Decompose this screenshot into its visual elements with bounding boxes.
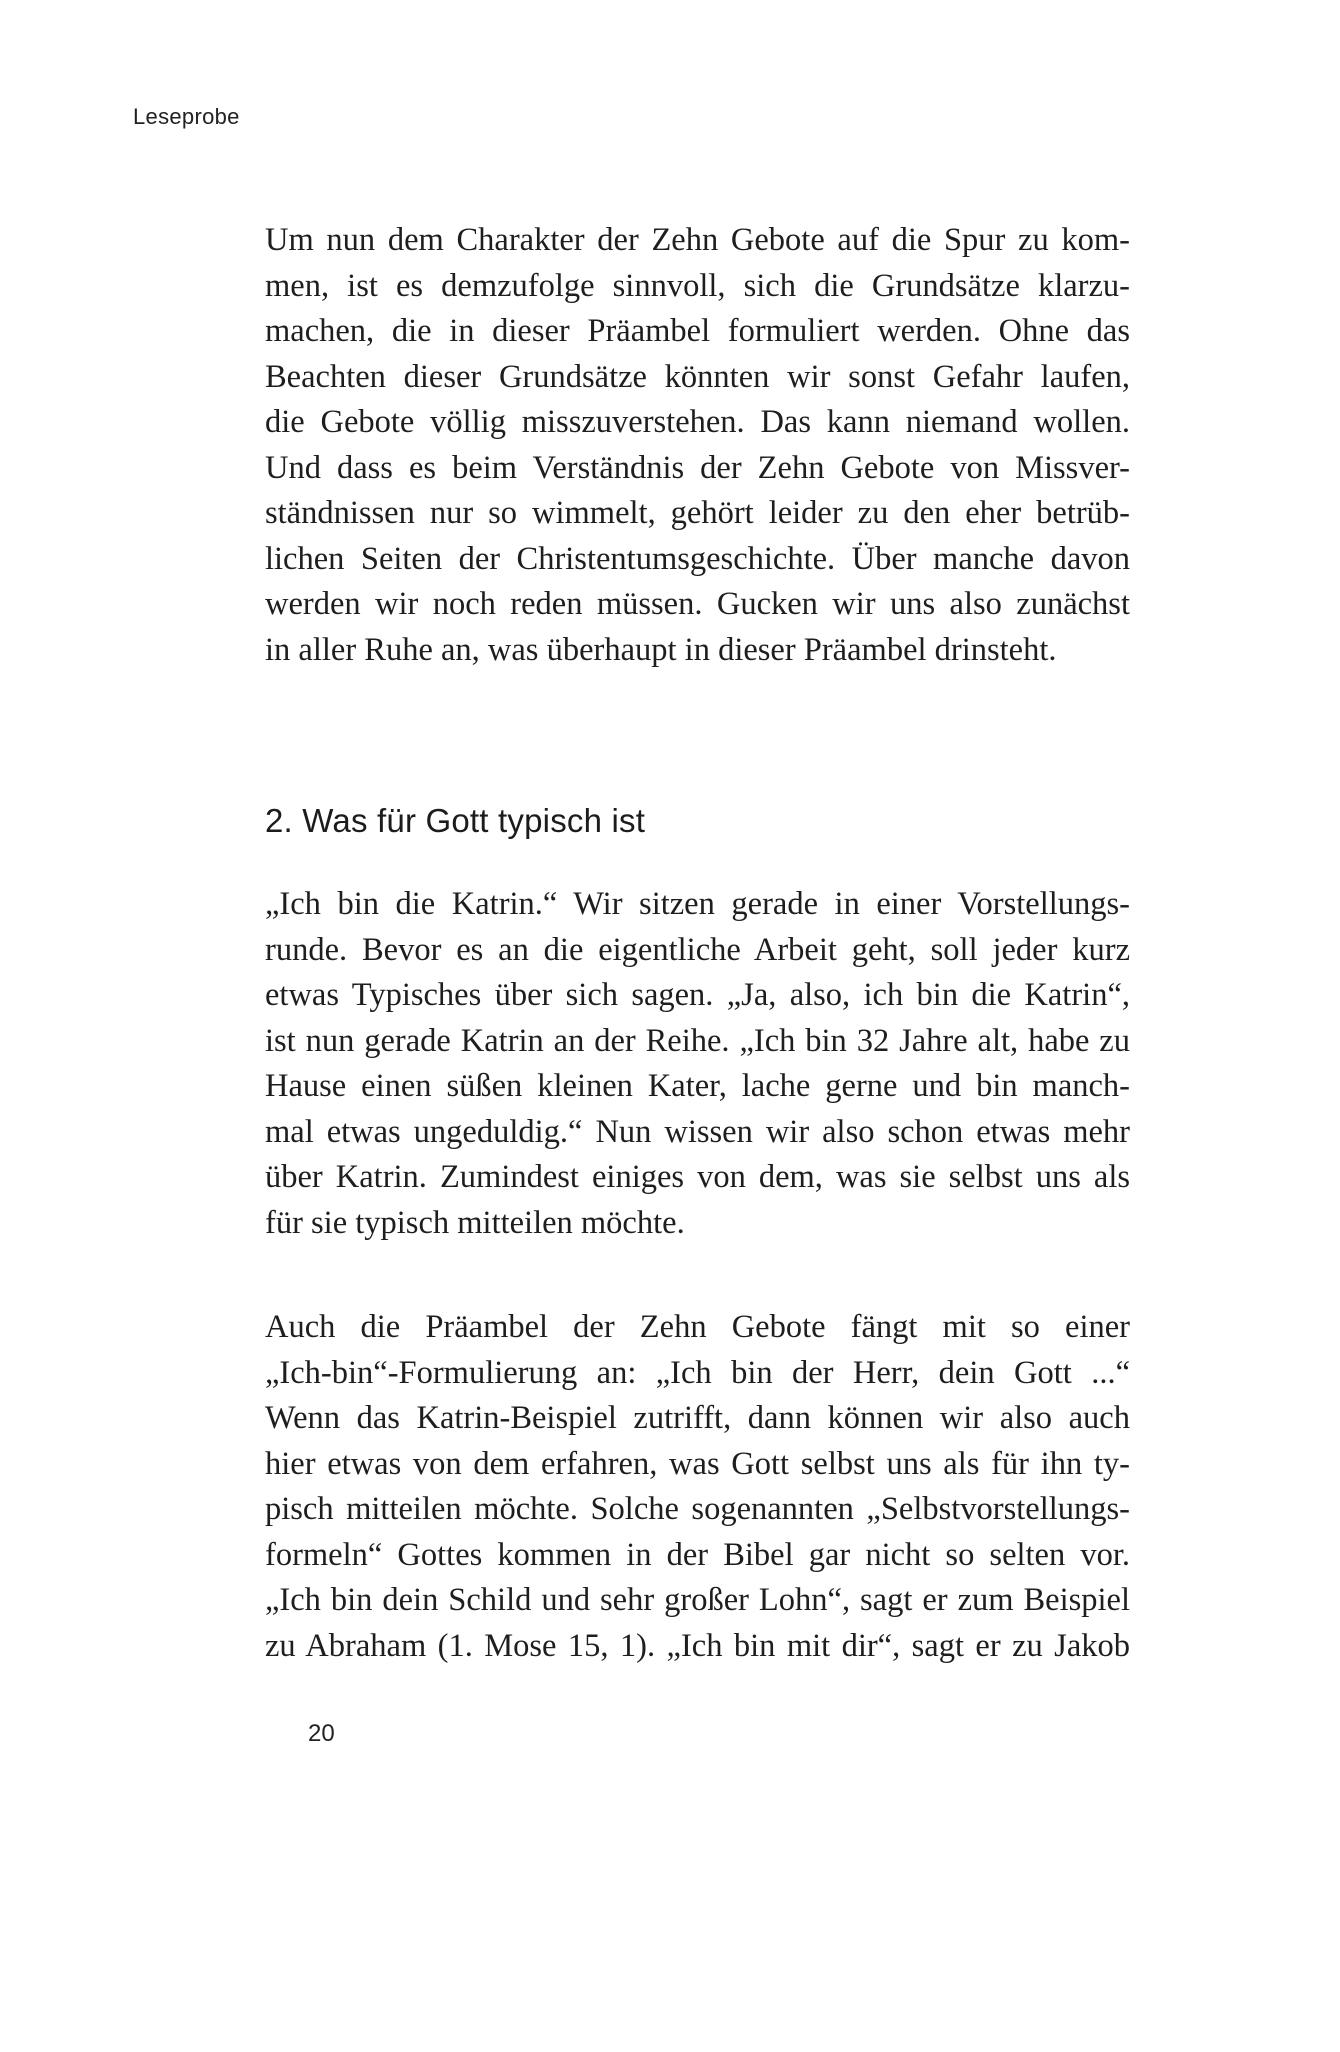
text-line: Und dass es beim Verständnis der Zehn Gebote von Missver- (265, 449, 1130, 486)
text-line: für sie typisch mitteilen möchte. (265, 1204, 685, 1241)
text-line: „Ich bin die Katrin.“ Wir sitzen gerade in einer Vorstellungs- (265, 886, 1130, 922)
text-line: ist nun gerade Katrin an der Reihe. „Ich bin 32 Jahre alt, habe zu (265, 1022, 1130, 1059)
text-line: in aller Ruhe an, was überhaupt in dieser Präambel drinsteht. (265, 631, 1057, 668)
text-line: formeln“ Gottes kommen in der Bibel gar nicht so selten vor. (265, 1536, 1130, 1573)
text-line: machen, die in dieser Präambel formuliert werden. Ohne das (265, 313, 1130, 349)
text-line: hier etwas von dem erfahren, was Gott selbst uns als für ihn ty- (265, 1445, 1130, 1482)
text-line: Auch die Präambel der Zehn Gebote fängt mit so einer (265, 1309, 1130, 1345)
text-line: Beachten dieser Grundsätze könnten wir sonst Gefahr laufen, (265, 358, 1130, 395)
text-line: etwas Typisches über sich sagen. „Ja, also, ich bin die Katrin“, (265, 977, 1130, 1013)
text-line: pisch mitteilen möchte. Solche sogenannten „Selbstvorstellungs- (265, 1491, 1130, 1527)
text-line: über Katrin. Zumindest einiges von dem, was sie selbst uns als (265, 1159, 1130, 1195)
text-line: die Gebote völlig misszuverstehen. Das kann niemand wollen. (265, 404, 1130, 440)
paragraph-2 (265, 882, 1130, 1246)
text-line: Hause einen süßen kleinen Kater, lache gerne und bin manch- (265, 1068, 1130, 1104)
paragraph-1 (265, 218, 1130, 673)
text-line: runde. Bevor es an die eigentliche Arbeit geht, soll jeder kurz (265, 931, 1130, 968)
text-line: mal etwas ungeduldig.“ Nun wissen wir also schon etwas mehr (265, 1113, 1130, 1150)
text-line: lichen Seiten der Christentumsgeschichte. Über manche davon (265, 540, 1130, 577)
text-line: werden wir noch reden müssen. Gucken wir uns also zunächst (265, 586, 1130, 622)
text-line: ständnissen nur so wimmelt, gehört leider zu den eher betrüb- (265, 495, 1130, 531)
running-head: Leseprobe (133, 104, 240, 129)
text-line: men, ist es demzufolge sinnvoll, sich die Grundsätze klarzu- (265, 267, 1130, 304)
text-line: „Ich bin dein Schild und sehr großer Lohn“, sagt er zum Beispiel (265, 1582, 1130, 1618)
section-heading: 2. Was für Gott typisch ist (265, 802, 646, 839)
text-line: „Ich-bin“-Formulierung an: „Ich bin der Herr, dein Gott ...“ (265, 1354, 1130, 1391)
paragraph-3 (265, 1305, 1130, 1669)
text-line: zu Abraham (1. Mose 15, 1). „Ich bin mit dir“, sagt er zu Jakob (265, 1627, 1130, 1664)
text-line: Um nun dem Charakter der Zehn Gebote auf die Spur zu kom- (265, 222, 1130, 258)
page-number: 20 (308, 1720, 335, 1747)
text-line: Wenn das Katrin-Beispiel zutrifft, dann können wir also auch (265, 1400, 1130, 1436)
